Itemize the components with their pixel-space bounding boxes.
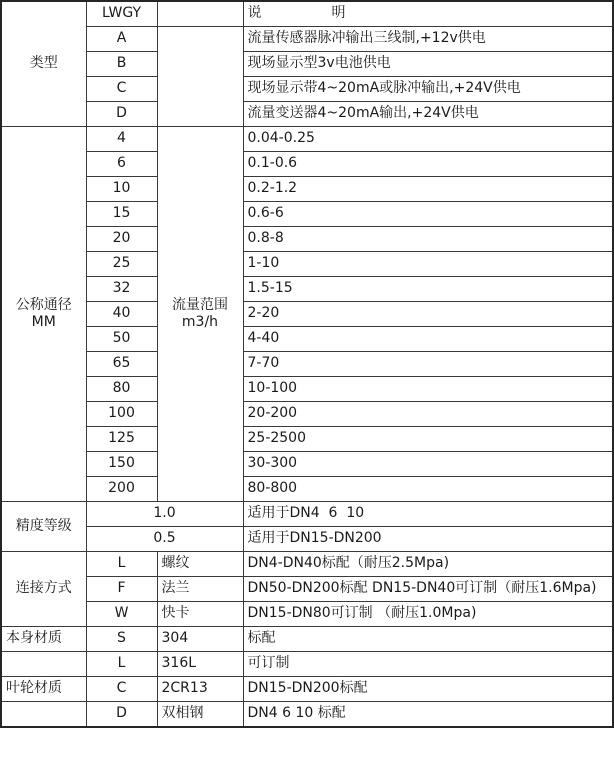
section-label-body-material: 本身材质 [1, 627, 86, 652]
dn-cell: 40 [86, 302, 157, 327]
table-row [1, 602, 613, 627]
dn-cell: 15 [86, 202, 157, 227]
table-row [1, 677, 613, 702]
material-desc-cell: DN15-DN200标配 [243, 677, 613, 702]
accuracy-value-cell: 0.5 [86, 527, 243, 552]
empty-cell [1, 702, 86, 728]
table-row [1, 377, 613, 402]
flow-range-cell: 0.1-0.6 [243, 152, 613, 177]
connection-code-cell: F [86, 577, 157, 602]
table-row [1, 252, 613, 277]
accuracy-value-cell: 1.0 [86, 502, 243, 527]
connection-code-cell: W [86, 602, 157, 627]
flow-range-cell: 0.6-6 [243, 202, 613, 227]
accuracy-desc-cell: 适用于DN4 6 10 [243, 502, 613, 527]
table-row [1, 227, 613, 252]
dn-cell: 4 [86, 127, 157, 152]
flow-range-label-line: m3/h [181, 314, 219, 330]
empty-cell [157, 1, 243, 27]
dn-cell: 32 [86, 277, 157, 302]
table-row [1, 452, 613, 477]
type-code-cell: A [86, 27, 157, 52]
table-row [1, 577, 613, 602]
table-row [1, 277, 613, 302]
table-row [1, 77, 613, 102]
flow-range-label-cell [157, 127, 243, 502]
dn-cell: 125 [86, 427, 157, 452]
material-desc-cell: DN4 6 10 标配 [243, 702, 613, 728]
table-row [1, 402, 613, 427]
flow-range-cell: 7-70 [243, 352, 613, 377]
dn-cell: 150 [86, 452, 157, 477]
table-row [1, 702, 613, 728]
flow-range-cell: 25-2500 [243, 427, 613, 452]
table-row [1, 327, 613, 352]
flow-range-cell: 0.04-0.25 [243, 127, 613, 152]
empty-cell [1, 652, 86, 677]
connection-name-cell: 法兰 [157, 577, 243, 602]
type-desc-cell: 现场显示型3v电池供电 [243, 52, 613, 77]
flow-range-cell: 0.8-8 [243, 227, 613, 252]
connection-desc-cell: DN15-DN80可订制 （耐压1.0Mpa) [243, 602, 613, 627]
material-code-cell: C [86, 677, 157, 702]
table-row [1, 552, 613, 577]
connection-desc-cell: DN4-DN40标配（耐压2.5Mpa) [243, 552, 613, 577]
material-name-cell: 316L [157, 652, 243, 677]
section-label-type: 类型 [1, 1, 86, 127]
table-row [1, 427, 613, 452]
connection-desc-cell: DN50-DN200标配 DN15-DN40可订制（耐压1.6Mpa) [243, 577, 613, 602]
material-name-cell: 双相钢 [157, 702, 243, 728]
material-name-cell: 304 [157, 627, 243, 652]
dn-cell: 200 [86, 477, 157, 502]
material-name-cell: 2CR13 [157, 677, 243, 702]
flow-range-label-line: 流量范围 [172, 296, 228, 313]
connection-code-cell: L [86, 552, 157, 577]
section-label-connection: 连接方式 [1, 552, 86, 627]
table-row [1, 102, 613, 127]
connection-name-cell: 螺纹 [157, 552, 243, 577]
type-code-cell: D [86, 102, 157, 127]
dn-cell: 10 [86, 177, 157, 202]
table-row [1, 52, 613, 77]
section-label-line: MM [31, 314, 56, 330]
material-desc-cell: 标配 [243, 627, 613, 652]
section-label-diameter [1, 127, 86, 502]
table-row [1, 502, 613, 527]
table-row [1, 477, 613, 502]
section-label-line: 公称通径 [15, 296, 72, 313]
dn-cell: 20 [86, 227, 157, 252]
section-label-accuracy: 精度等级 [1, 502, 86, 552]
material-code-cell: S [86, 627, 157, 652]
material-desc-cell: 可订制 [243, 652, 613, 677]
flow-range-cell: 20-200 [243, 402, 613, 427]
table-row [1, 302, 613, 327]
material-code-cell: D [86, 702, 157, 728]
dn-cell: 6 [86, 152, 157, 177]
table-row [1, 127, 613, 152]
flow-range-cell: 2-20 [243, 302, 613, 327]
type-desc-cell: 流量变送器4~20mA输出,+24V供电 [243, 102, 613, 127]
table-row [1, 152, 613, 177]
flow-range-cell: 1-10 [243, 252, 613, 277]
flow-range-cell: 30-300 [243, 452, 613, 477]
flow-range-cell: 4-40 [243, 327, 613, 352]
type-desc-cell: 现场显示带4~20mA或脉冲输出,+24V供电 [243, 77, 613, 102]
type-code-cell: B [86, 52, 157, 77]
table-row [1, 352, 613, 377]
connection-name-cell: 快卡 [157, 602, 243, 627]
type-code-cell: C [86, 77, 157, 102]
table-row [1, 177, 613, 202]
table-row [1, 202, 613, 227]
flow-range-cell: 10-100 [243, 377, 613, 402]
table-row [1, 627, 613, 652]
dn-cell: 80 [86, 377, 157, 402]
flow-range-cell: 80-800 [243, 477, 613, 502]
dn-cell: 50 [86, 327, 157, 352]
flow-range-cell: 1.5-15 [243, 277, 613, 302]
table-row [1, 527, 613, 552]
type-desc-cell: 流量传感器脉冲输出三线制,+12v供电 [243, 27, 613, 52]
description-header-cell: 说 明 [243, 1, 613, 27]
empty-cell [157, 27, 243, 127]
flow-range-cell: 0.2-1.2 [243, 177, 613, 202]
section-label-impeller-material: 叶轮材质 [1, 677, 86, 702]
table-row [1, 27, 613, 52]
dn-cell: 65 [86, 352, 157, 377]
dn-cell: 100 [86, 402, 157, 427]
dn-cell: 25 [86, 252, 157, 277]
model-code-cell: LWGY [86, 1, 157, 27]
table-row [1, 1, 613, 27]
accuracy-desc-cell: 适用于DN15-DN200 [243, 527, 613, 552]
table-row [1, 652, 613, 677]
material-code-cell: L [86, 652, 157, 677]
